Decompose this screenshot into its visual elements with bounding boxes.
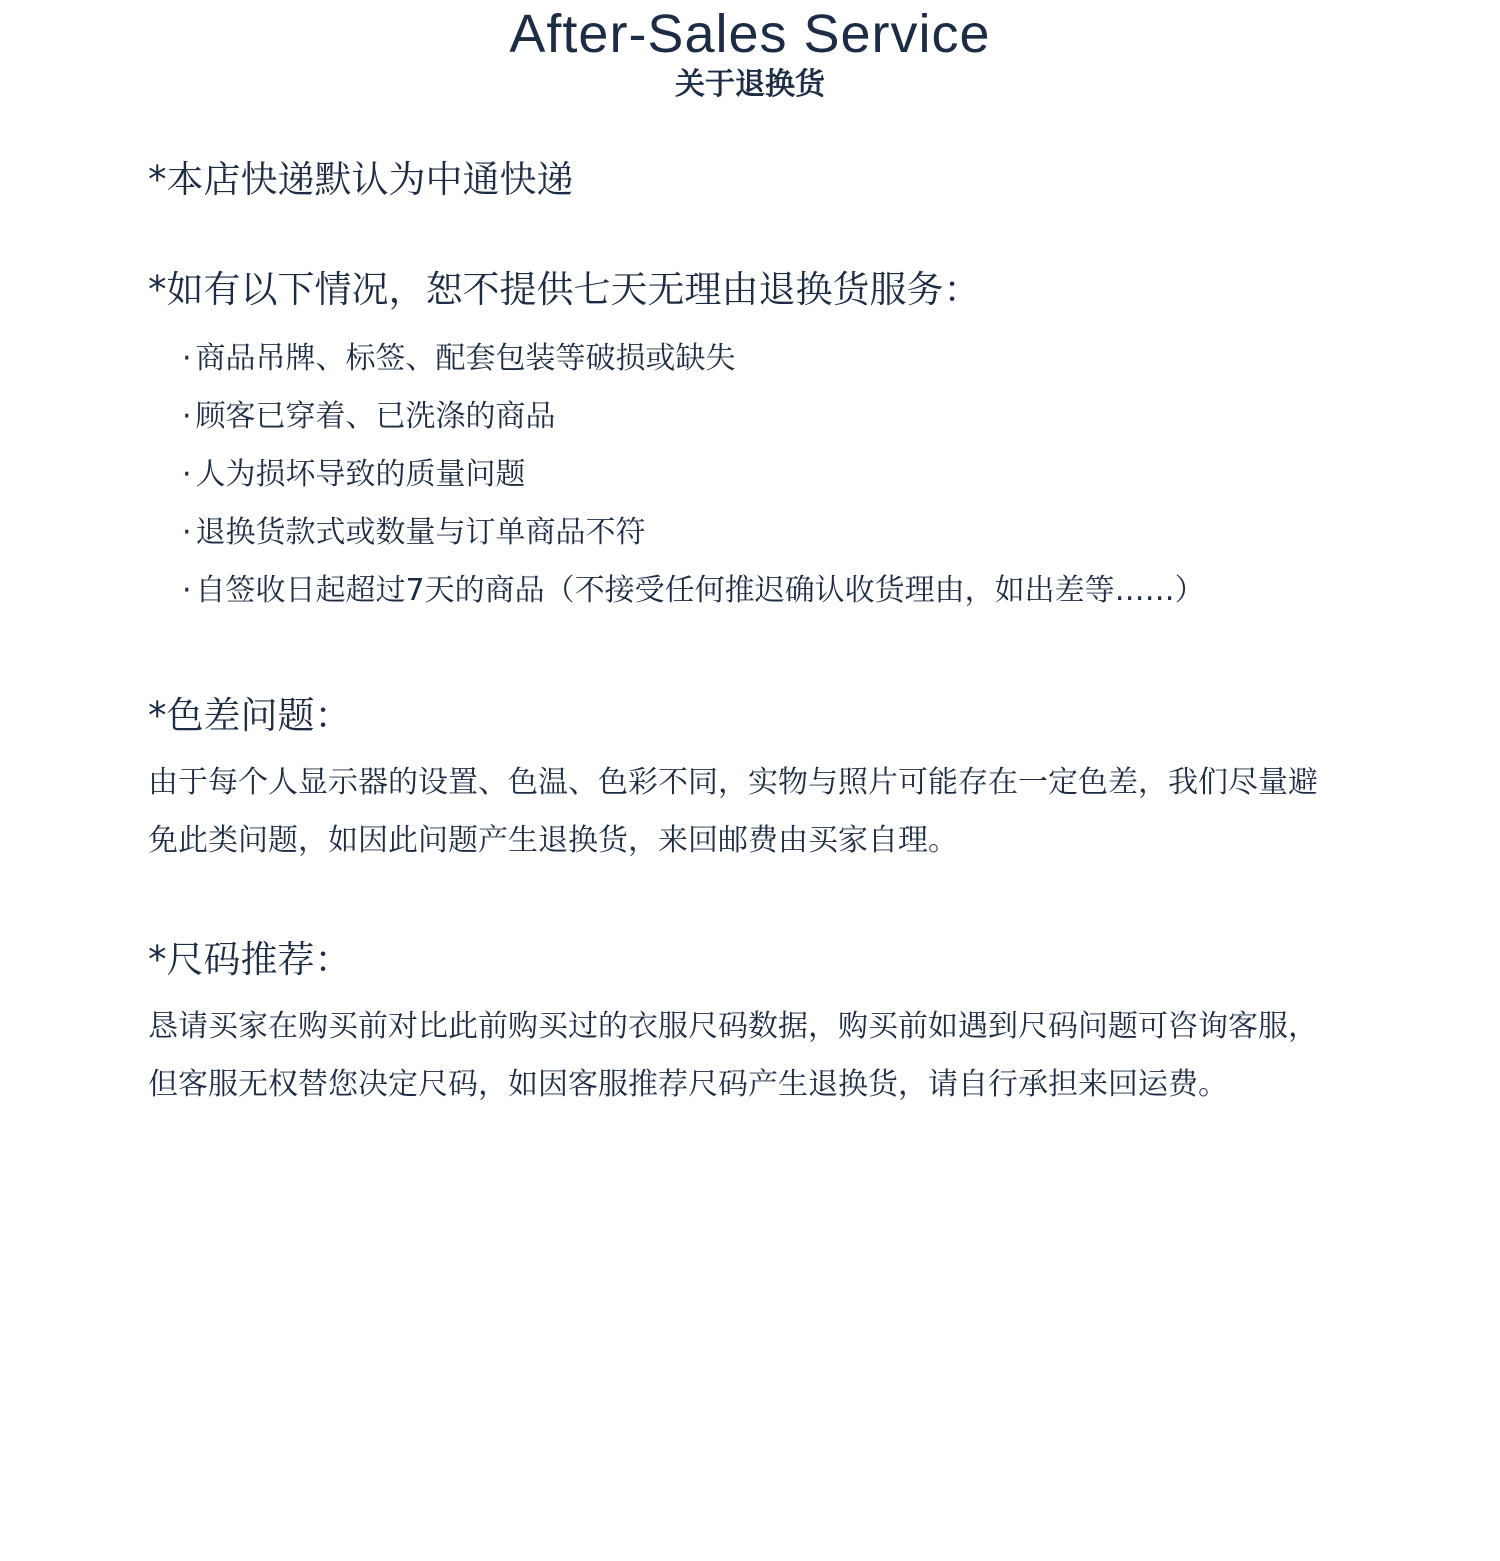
color-paragraph: 由于每个人显示器的设置、色温、色彩不同，实物与照片可能存在一定色差，我们尽量避免此类问题，如因此问题产生退换货，来回邮费由买家自理。 [148, 765, 1318, 858]
size-paragraph: 恳请买家在购买前对比此前购买过的衣服尺码数据，购买前如遇到尺码问题可咨询客服，但客服无权替您决定尺码，如因客服推荐尺码产生退换货，请自行承担来回运费。 [148, 1009, 1318, 1102]
list-item: · 顾客已穿着、已洗涤的商品 [182, 388, 1348, 446]
policy-content [148, 150, 1348, 1114]
page-header [0, 0, 1500, 104]
list-item: · 人为损坏导致的质量问题 [182, 446, 1348, 504]
no-return-heading: *如有以下情况，恕不提供七天无理由退换货服务： [148, 268, 981, 311]
list-item: · 自签收日起超过7天的商品（不接受任何推迟确认收货理由，如出差等……） [182, 562, 1348, 620]
color-heading: *色差问题： [148, 694, 352, 737]
express-heading: *本店快递默认为中通快递 [148, 158, 574, 201]
list-item: · 商品吊牌、标签、配套包装等破损或缺失 [182, 330, 1348, 388]
no-return-list [148, 330, 1348, 620]
list-item: · 退换货款式或数量与订单商品不符 [182, 504, 1348, 562]
size-heading: *尺码推荐： [148, 938, 352, 981]
page-title-zh: 关于退换货 [675, 67, 825, 102]
page-title-en: After-Sales Service [509, 4, 991, 64]
